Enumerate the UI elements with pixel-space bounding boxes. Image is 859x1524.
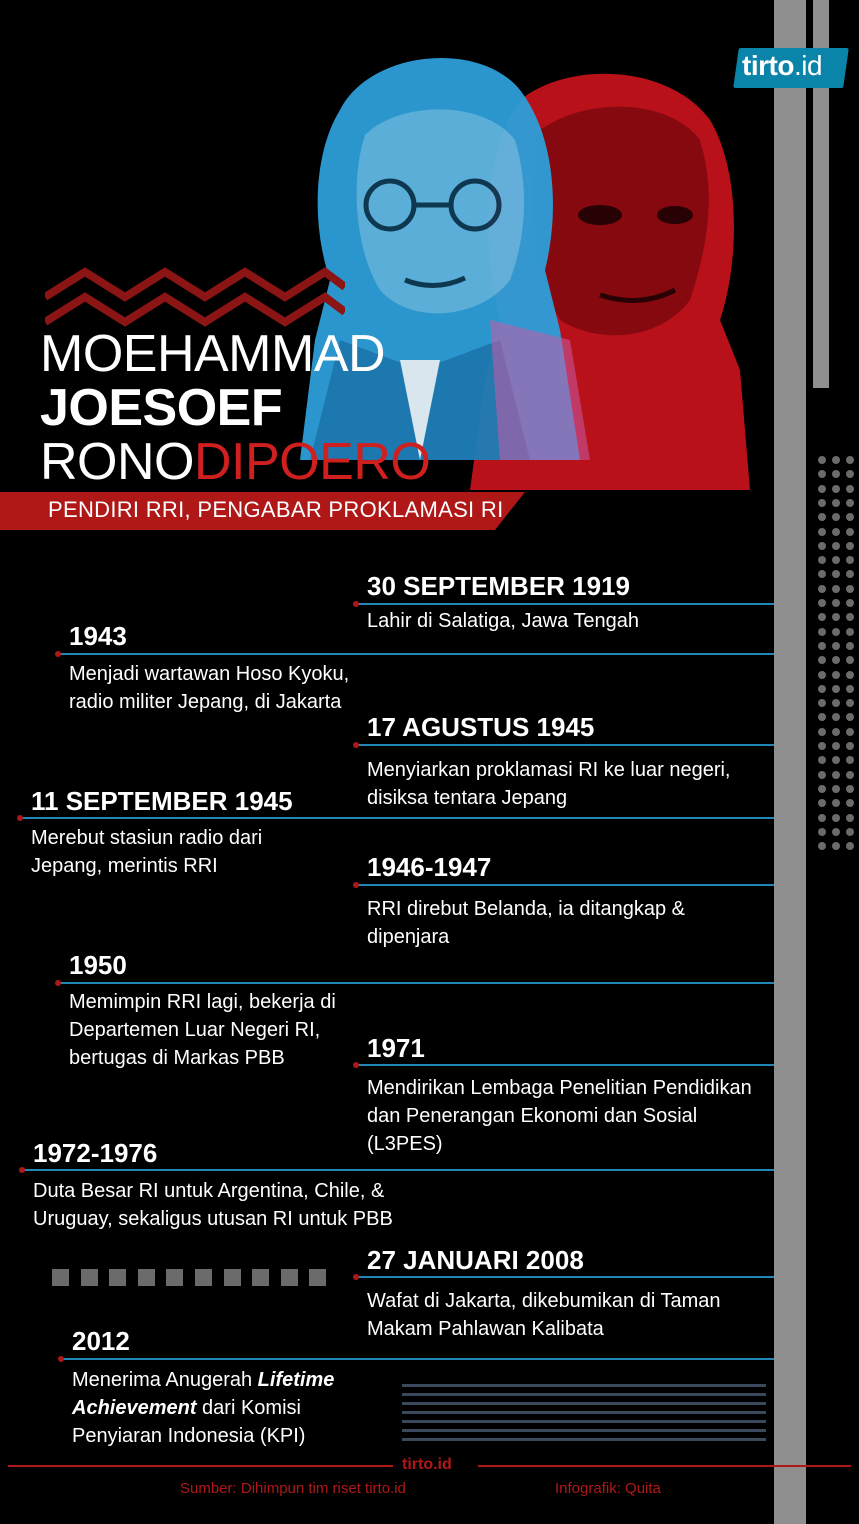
event-description: Duta Besar RI untuk Argentina, Chile, & Uruguay, sekaligus utusan RI untuk PBB	[33, 1180, 393, 1230]
decor-line	[402, 1384, 766, 1387]
grid-dot	[818, 542, 826, 550]
event-description: Wafat di Jakarta, dikebumikan di Taman Makam Pahlawan Kalibata	[367, 1290, 721, 1340]
grid-dot	[818, 799, 826, 807]
event-date: 17 AGUSTUS 1945	[367, 712, 595, 742]
grid-dot	[818, 814, 826, 822]
timeline-line	[355, 1276, 774, 1278]
grid-dot	[832, 842, 840, 850]
event-description: Menyiarkan proklamasi RI ke luar negeri, disiksa tentara Jepang	[367, 759, 731, 809]
grid-dot	[846, 785, 854, 793]
grid-dot	[832, 685, 840, 693]
grid-dot	[846, 642, 854, 650]
timeline-dot	[353, 882, 359, 888]
decor-line	[402, 1429, 766, 1432]
grid-dot	[846, 828, 854, 836]
grid-dot	[846, 599, 854, 607]
grid-dot	[846, 613, 854, 621]
grid-dot	[818, 756, 826, 764]
grid-dot	[818, 556, 826, 564]
brand-logo-main: tirto	[742, 50, 794, 81]
event-description-part: dari Komisi Penyiaran Indonesia (KPI)	[72, 1397, 306, 1447]
grid-dot	[832, 642, 840, 650]
square-block	[52, 1269, 69, 1286]
grid-dot	[846, 485, 854, 493]
decor-line	[402, 1402, 766, 1405]
brand-logo-suffix: .id	[793, 50, 823, 81]
decor-line	[402, 1420, 766, 1423]
grid-dot	[846, 570, 854, 578]
event-description-emphasis: Lifetime Achievement	[72, 1369, 335, 1419]
grid-dot	[832, 556, 840, 564]
event-description: Mendirikan Lembaga Penelitian Pendidikan dan Penerangan Ekonomi dan Sosial (L3PES)	[367, 1077, 752, 1155]
grid-dot	[846, 842, 854, 850]
grid-dot	[818, 528, 826, 536]
grid-dot	[818, 728, 826, 736]
grid-dot	[818, 656, 826, 664]
horizontal-lines-decoration	[402, 1384, 766, 1444]
grid-dot	[818, 771, 826, 779]
square-block	[138, 1269, 155, 1286]
footer-logo[interactable]: tirto.id	[402, 1456, 452, 1473]
grid-dot	[832, 814, 840, 822]
event-date: 1971	[367, 1033, 425, 1063]
event-description: RRI direbut Belanda, ia ditangkap & dipenjara	[367, 898, 685, 948]
grid-dot	[846, 685, 854, 693]
grid-dot	[818, 785, 826, 793]
grid-dot	[846, 699, 854, 707]
grid-dot	[818, 570, 826, 578]
square-row-decoration	[52, 1269, 332, 1286]
grid-dot	[832, 742, 840, 750]
event-date: 30 SEPTEMBER 1919	[367, 571, 631, 601]
grid-dot	[818, 828, 826, 836]
grid-dot	[818, 671, 826, 679]
grid-dot	[832, 528, 840, 536]
timeline-dot	[58, 1356, 64, 1362]
timeline-line	[355, 603, 774, 605]
grid-dot	[846, 528, 854, 536]
grid-dot	[846, 499, 854, 507]
grid-dot	[832, 699, 840, 707]
grid-dot	[818, 585, 826, 593]
event-date: 1972-1976	[33, 1138, 158, 1168]
footer-credit: Infografik: Quita	[555, 1480, 661, 1497]
square-block	[81, 1269, 98, 1286]
event-date: 2012	[72, 1326, 130, 1356]
timeline-dot	[19, 1167, 25, 1173]
timeline-dot	[55, 980, 61, 986]
grid-dot	[832, 485, 840, 493]
timeline-line	[355, 1064, 774, 1066]
grid-dot	[818, 842, 826, 850]
grid-dot	[846, 585, 854, 593]
grid-dot	[846, 542, 854, 550]
grid-dot	[846, 799, 854, 807]
grid-dot	[846, 656, 854, 664]
event-description: Memimpin RRI lagi, bekerja di Departemen Luar Negeri RI, bertugas di Markas PBB	[69, 991, 336, 1069]
decor-line	[402, 1438, 766, 1441]
grid-dot	[832, 456, 840, 464]
square-block	[309, 1269, 326, 1286]
grid-dot	[818, 742, 826, 750]
grid-dot	[832, 513, 840, 521]
title-line-1: MOEHAMMAD	[40, 325, 386, 383]
grid-dot	[832, 728, 840, 736]
grid-dot	[832, 585, 840, 593]
grid-dot	[818, 485, 826, 493]
event-description	[72, 1366, 372, 1450]
grid-dot	[832, 656, 840, 664]
grid-dot	[832, 671, 840, 679]
event-date: 1946-1947	[367, 852, 492, 882]
timeline-dot	[353, 742, 359, 748]
grid-dot	[832, 785, 840, 793]
square-block	[252, 1269, 269, 1286]
timeline-dot	[17, 815, 23, 821]
event-description: Merebut stasiun radio dari Jepang, merintis RRI	[31, 827, 263, 877]
grid-dot	[818, 613, 826, 621]
grid-dot	[832, 771, 840, 779]
grid-dot	[818, 713, 826, 721]
grid-dot	[832, 628, 840, 636]
grid-dot	[846, 742, 854, 750]
grid-dot	[832, 470, 840, 478]
grid-dot	[832, 828, 840, 836]
footer-source: Sumber: Dihimpun tim riset tirto.id	[180, 1480, 406, 1497]
timeline-line	[57, 982, 774, 984]
decor-line	[402, 1393, 766, 1396]
vertical-bar-wide	[774, 0, 806, 1524]
square-block	[281, 1269, 298, 1286]
grid-dot	[832, 713, 840, 721]
square-block	[166, 1269, 183, 1286]
title-line-3	[40, 434, 430, 490]
grid-dot	[846, 628, 854, 636]
timeline-dot	[353, 1274, 359, 1280]
grid-dot	[818, 599, 826, 607]
timeline-dot	[353, 601, 359, 607]
grid-dot	[846, 513, 854, 521]
event-description: Lahir di Salatiga, Jawa Tengah	[367, 610, 640, 632]
grid-dot	[846, 814, 854, 822]
timeline-line	[60, 1358, 774, 1360]
title-line-2: JOESOEF	[40, 379, 283, 437]
dot-grid-decoration	[818, 456, 858, 856]
grid-dot	[832, 599, 840, 607]
footer-line-left	[8, 1465, 393, 1467]
event-description: Menjadi wartawan Hoso Kyoku, radio militer Jepang, di Jakarta	[69, 663, 350, 713]
zigzag-decoration	[45, 262, 345, 332]
grid-dot	[832, 499, 840, 507]
event-date: 11 SEPTEMBER 1945	[31, 786, 293, 816]
timeline-line	[355, 744, 774, 746]
grid-dot	[818, 685, 826, 693]
grid-dot	[846, 756, 854, 764]
timeline-line	[19, 817, 774, 819]
event-date: 1943	[69, 621, 127, 651]
grid-dot	[846, 671, 854, 679]
event-date: 27 JANUARI 2008	[367, 1245, 584, 1275]
title-line-3-red: DIPOERO	[194, 433, 431, 491]
grid-dot	[846, 771, 854, 779]
grid-dot	[846, 470, 854, 478]
grid-dot	[846, 728, 854, 736]
timeline-line	[21, 1169, 774, 1171]
grid-dot	[846, 456, 854, 464]
grid-dot	[846, 556, 854, 564]
square-block	[224, 1269, 241, 1286]
timeline-dot	[55, 651, 61, 657]
grid-dot	[818, 499, 826, 507]
grid-dot	[832, 613, 840, 621]
event-description-part: Menerima Anugerah	[72, 1369, 258, 1391]
grid-dot	[832, 799, 840, 807]
square-block	[109, 1269, 126, 1286]
grid-dot	[832, 570, 840, 578]
footer-line-right	[478, 1465, 851, 1467]
grid-dot	[832, 542, 840, 550]
grid-dot	[818, 470, 826, 478]
timeline-line	[355, 884, 774, 886]
grid-dot	[818, 456, 826, 464]
grid-dot	[818, 642, 826, 650]
grid-dot	[846, 713, 854, 721]
grid-dot	[818, 628, 826, 636]
decor-line	[402, 1411, 766, 1414]
grid-dot	[818, 513, 826, 521]
portrait-illustration	[270, 40, 770, 500]
title-line-3-white: RONO	[40, 433, 194, 491]
square-block	[195, 1269, 212, 1286]
event-date: 1950	[69, 950, 127, 980]
subtitle: PENDIRI RRI, PENGABAR PROKLAMASI RI	[48, 497, 504, 522]
grid-dot	[818, 699, 826, 707]
grid-dot	[832, 756, 840, 764]
timeline-line	[57, 653, 774, 655]
